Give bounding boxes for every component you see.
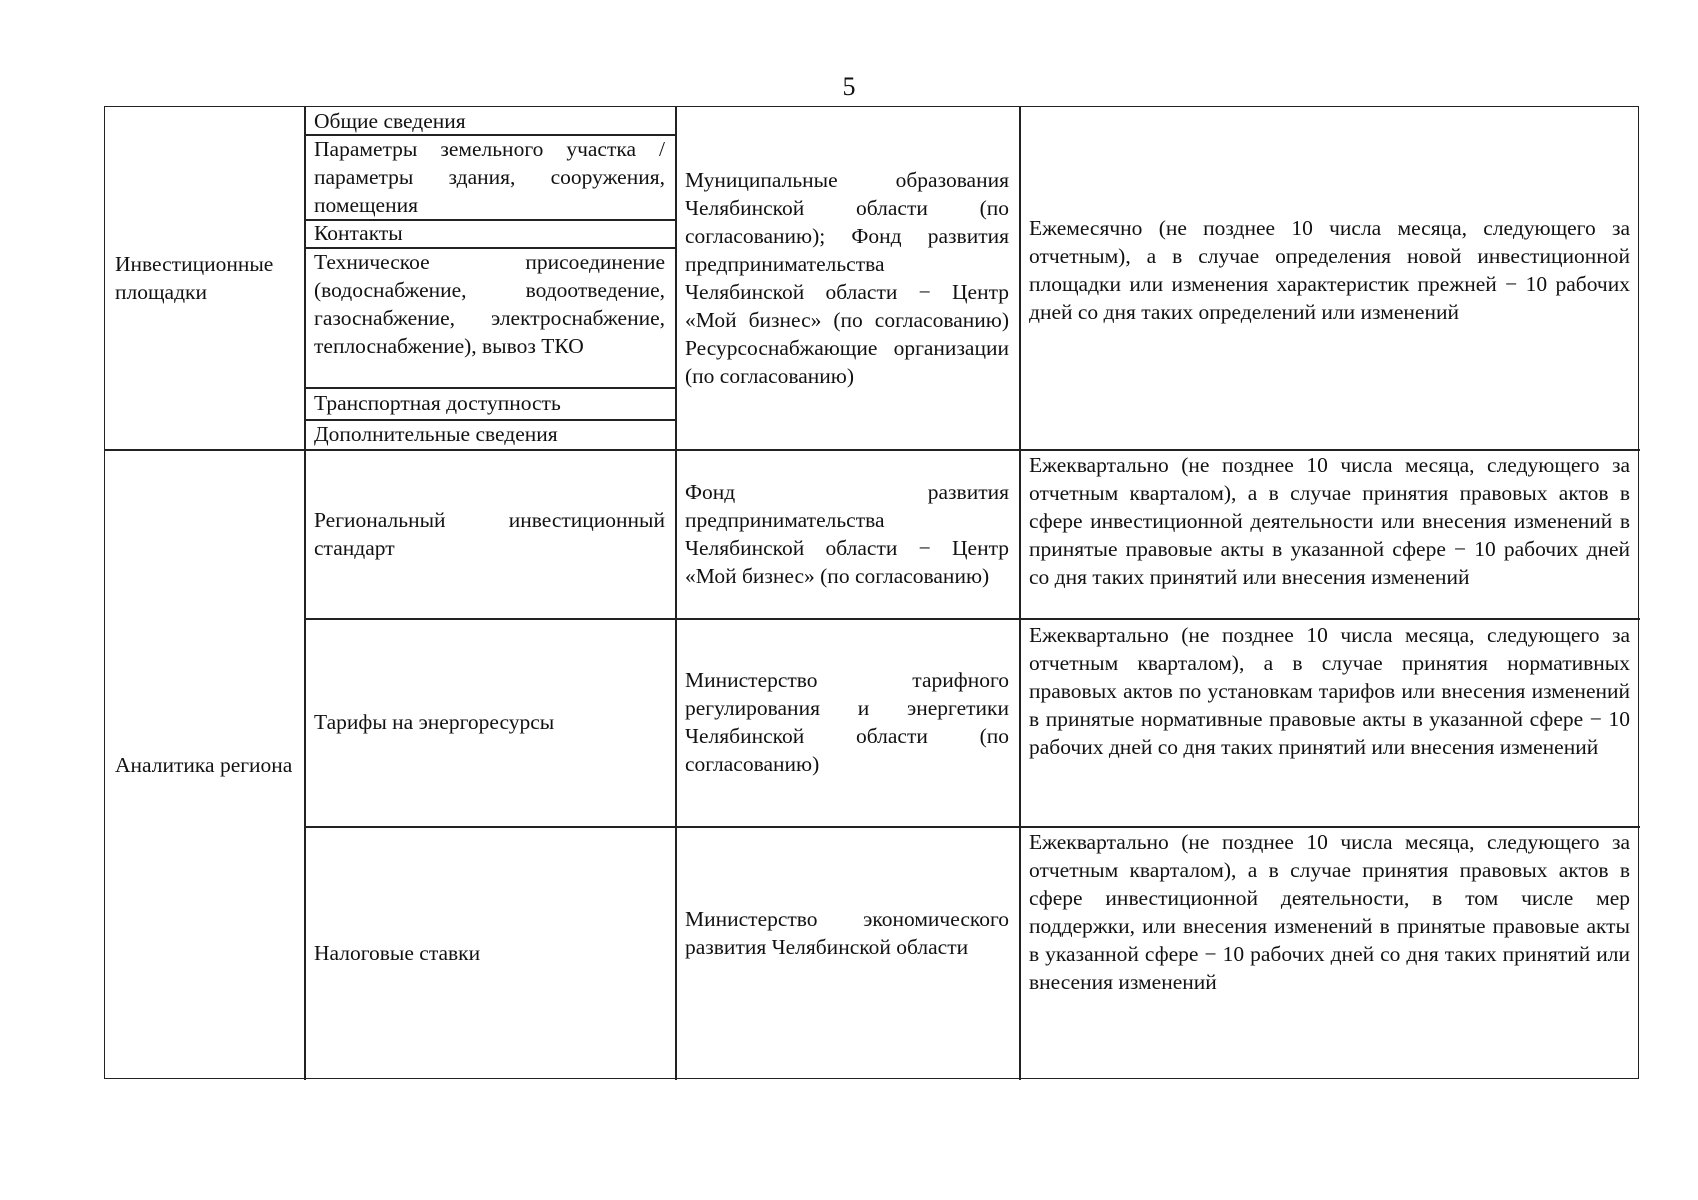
investment-responsible: Муниципальные образования Челябинской области (по согласованию); Фонд развития предпринимательства Челябинской области − Центр «Мой бизнес» (по согласованию) Ресурсоснабжающие организации (по согласованию) <box>685 168 1009 388</box>
investment-item: Параметры земельного участка / параметры здания, сооружения, помещения <box>314 137 665 217</box>
analytics-responsible-cell <box>675 826 1019 1080</box>
investment-frequency: Ежемесячно (не позднее 10 числа месяца, следующего за отчетным), а в случае определения новой инвестиционной площадки или изменения характеристик прежней − 10 рабочих дней со дня таких определений или изменений <box>1029 216 1630 324</box>
analytics-frequency: Ежеквартально (не позднее 10 числа месяца, следующего за отчетным кварталом), а в случае принятия правовых актов в сфере инвестиционной деятельности, в том числе мер поддержки, или внесения изменений в принятые правовые акты в указанной сфере − 10 рабочих дней со дня таких принятий или внесения изменений <box>1029 830 1630 994</box>
investment-item: Контакты <box>314 221 403 245</box>
schedule-table <box>104 106 1639 1079</box>
investment-item: Техническое присоединение (водоснабжение, водоотведение, газоснабжение, электроснабжение, теплоснабжение), вывоз ТКО <box>314 250 665 358</box>
investment-item: Общие сведения <box>314 109 466 133</box>
analytics-item: Тарифы на энергоресурсы <box>314 710 555 734</box>
analytics-frequency-cell <box>1019 826 1640 1080</box>
investment-item-cell <box>304 134 675 219</box>
analytics-responsible-cell <box>675 449 1019 618</box>
section-investment-cell <box>105 107 304 449</box>
analytics-frequency-cell <box>1019 449 1640 618</box>
analytics-item: Региональный инвестиционный стандарт <box>314 507 665 560</box>
analytics-responsible: Министерство экономического развития Челябинской области <box>685 907 1009 959</box>
section-analytics-cell <box>105 449 304 1080</box>
investment-responsible-cell <box>675 107 1019 449</box>
investment-item: Дополнительные сведения <box>314 422 558 446</box>
analytics-frequency: Ежеквартально (не позднее 10 числа месяца, следующего за отчетным кварталом), а в случае принятия правовых актов в сфере инвестиционной деятельности или внесения изменений в принятые правовые акты в указанной сфере − 10 рабочих дней со дня таких принятий или внесения изменений <box>1029 453 1630 589</box>
analytics-responsible: Фонд развития предпринимательства Челябинской области − Центр «Мой бизнес» (по согласованию) <box>685 479 1009 588</box>
investment-item-cell <box>304 419 675 449</box>
analytics-responsible-cell <box>675 618 1019 826</box>
analytics-item-cell <box>304 449 675 618</box>
section-analytics-title: Аналитика региона <box>115 752 293 777</box>
investment-item: Транспортная доступность <box>314 391 561 415</box>
investment-item-cell <box>304 387 675 419</box>
analytics-item: Налоговые ставки <box>314 941 481 965</box>
investment-item-cell <box>304 247 675 387</box>
analytics-frequency-cell <box>1019 618 1640 826</box>
analytics-responsible: Министерство тарифного регулирования и энергетики Челябинской области (по согласованию) <box>685 668 1009 776</box>
analytics-frequency: Ежеквартально (не позднее 10 числа месяца, следующего за отчетным кварталом), а в случае принятия нормативных правовых актов по установкам тарифов или внесения изменений в принятые нормативные правовые акты в указанной сфере − 10 рабочих дней со дня таких принятий или внесения изменений <box>1029 623 1630 759</box>
section-investment-title: Инвестиционные площадки <box>115 252 274 304</box>
analytics-item-cell <box>304 618 675 826</box>
investment-item-cell <box>304 107 675 134</box>
page-number: 5 <box>842 72 856 101</box>
analytics-item-cell <box>304 826 675 1080</box>
investment-item-cell <box>304 219 675 247</box>
investment-frequency-cell <box>1019 107 1640 449</box>
